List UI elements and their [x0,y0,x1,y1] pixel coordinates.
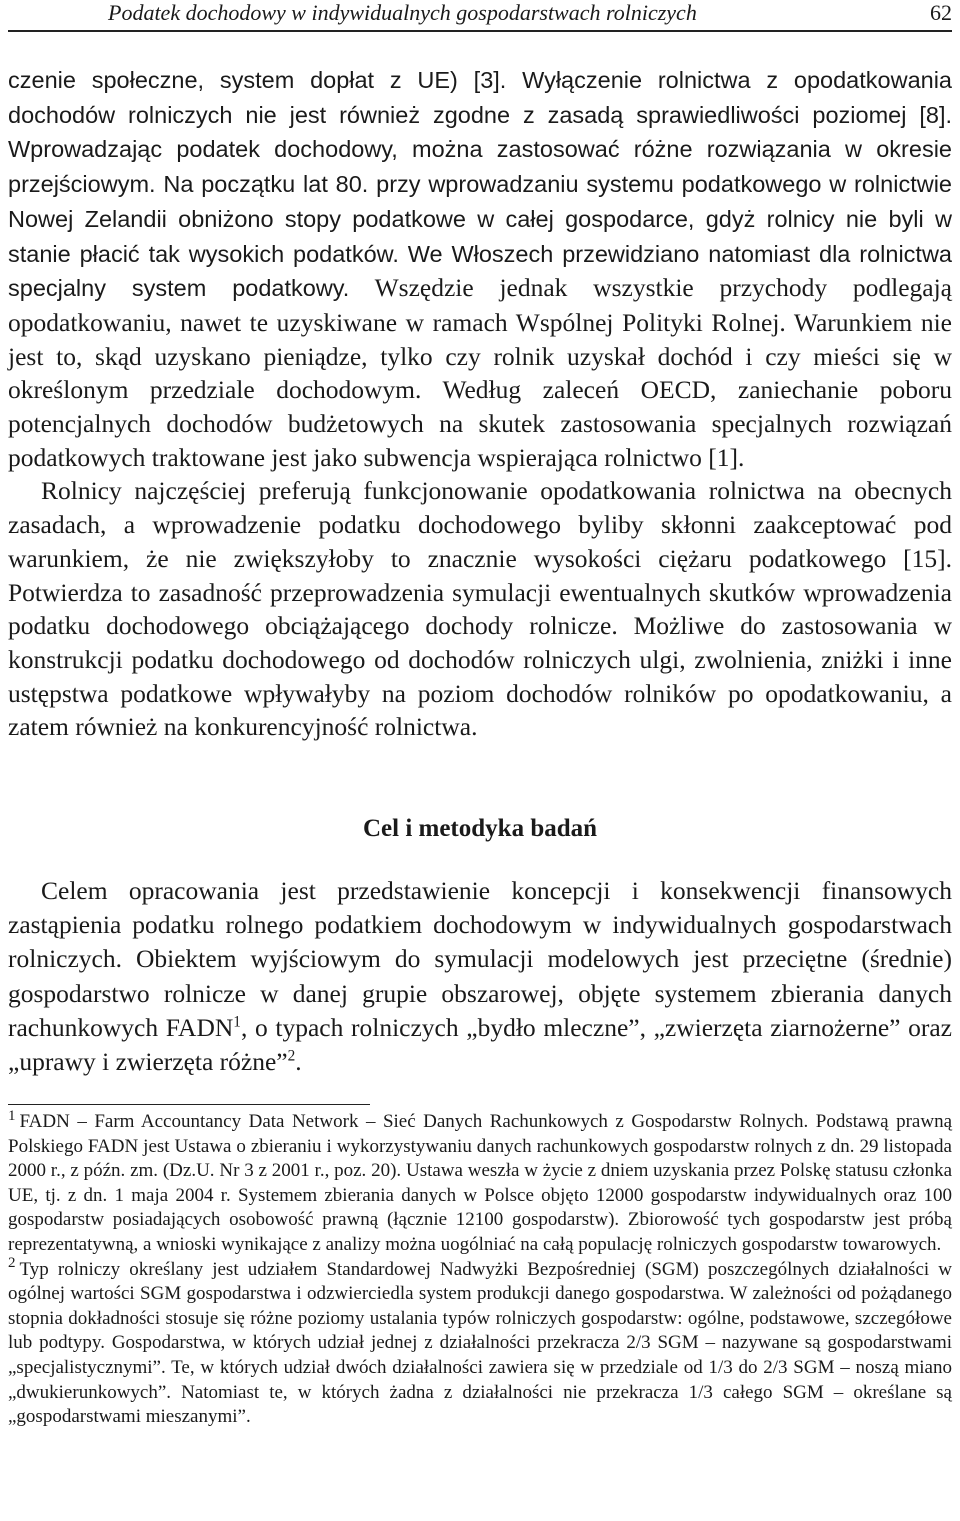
section-paragraph-1-part-a: Celem opracowania jest przedstawienie koncepcji i konsekwencji finansowych zastąpienia podatku rolnego podatkiem dochodowym w indywidualnych gospodarstwach rolniczych. Obiektem wyjściowym do symulacji modelowych jest przeciętne (średnie) gospodarstwo rolnicze w danej grupie obszarowej, objęte systemem zbierania danych rachunkowych FADN [8,876,952,1042]
paragraph-1-part-a: czenie społeczne, system dopłat z UE) [3]. Wyłączenie rolnictwa z opodatkowania dochodów rolniczych nie jest również zgodne z zasadą sprawiedliwości poziomej [8]. Wprowadzając podatek dochodowy, można zastosować różne rozwiązania w okresie przejściowym. Na początku lat 80. przy wprowadzaniu systemu podatkowego w rolnictwie Nowej Zelandii obniżono stopy podatkowe w całej gospodarce, gdyż rolnicy nie byli w stanie płacić tak wysokich podatków. We Włoszech przewidziano natomiast dla rolnictwa specjalny system podatkowy. [8,67,952,302]
section-body [8,874,952,1079]
footnote-1-text: FADN – Farm Accountancy Data Network – Sieć Danych Rachunkowych z Gospodarstw Rolnych. Podstawą prawną Polskiego FADN jest Ustawa o zbieraniu i wykorzystywaniu danych rachunkowych gospodarstw rolnych z dn. 29 listopada 2000 r., z późn. zm. (Dz.U. Nr 3 z 2001 r., poz. 20). Ustawa weszła w życie z dniem uzyskania przez Polskę statusu członka UE, tj. z dn. 1 maja 2004 r. Systemem zbierania danych w Polsce objęto 12000 gospodarstw indywidualnych oraz 100 gospodarstw posiadających osobowość prawną (łącznie 12100 gospodarstw). Zbiorowość tych gospodarstw jest próbą reprezentatywną, a wnioski wynikające z analizy można uogólniać na całą populację rolniczych gospodarstw towarowych. [8,1111,952,1255]
page-number: 62 [930,0,952,25]
running-title: Podatek dochodowy w indywidualnych gospodarstwach rolniczych [108,0,697,25]
footnote-divider [8,1104,370,1105]
footnote-ref-1: 1 [233,1013,241,1031]
footnote-ref-2: 2 [287,1047,296,1065]
paragraph-2: Rolnicy najczęściej preferują funkcjonowanie opodatkowania rolnictwa na obecnych zasadach, a wprowadzenie podatku dochodowego byliby skłonni zaakceptować pod warunkiem, że nie zwiększyłoby to znacznie wysokości ciężaru podatkowego [15]. Potwierdza to zasadność przeprowadzenia symulacji ewentualnych skutków wprowadzenia podatku dochodowego obciążającego dochody rolnicze. Możliwe do zastosowania w konstrukcji podatku dochodowego od dochodów rolniczych ulgi, zwolnienia, zniżki i inne ustępstwa podatkowe wpływałyby na poziom dochodów rolników po opodatkowaniu, a zatem również na konkurencyjność rolnictwa. [8,476,952,742]
section-paragraph-1 [8,874,952,1079]
section-paragraph-1-part-b: , o typach rolniczych „bydło mleczne”, „zwierzęta ziarnożerne” oraz „uprawy i zwierzęta różne” [8,1012,952,1077]
footnote-2-mark: 2 [8,1255,16,1272]
paragraph-1-part-b: Wszędzie jednak wszystkie przychody podlegają opodatkowaniu, nawet te uzyskiwane w ramach Wspólnej Polityki Rolnej. Warunkiem nie jest to, skąd uzyskano pieniądze, tylko czy rolnik uzyskał dochód i czy mieści się w określonym przedziale dochodowym. Według zaleceń OECD, zaniechanie poboru potencjalnych dochodów budżetowych na skutek zastosowania specjalnych rozwiązań podatkowych traktowane jest jako subwencja wspierająca rolnictwo [1]. [8,273,952,472]
section-heading: Cel i metodyka badań [362,815,598,842]
footnotes [8,1107,952,1430]
footnote-2-text: Typ rolniczy określany jest udziałem Standardowej Nadwyżki Bezpośredniej (SGM) poszczególnych działalności w ogólnej wartości SGM gospodarstwa i odzwierciedla system produkcji danego gospodarstwa. W zależności od pożądanego stopnia dokładności stosuje się różne poziomy ustalania typów rolniczych gospodarstw: ogólne, podstawowe, szczegółowe lub podtypy. Gospodarstwa, w których udział jednej z działalności przekracza 2/3 SGM – nazywane są gospodarstwami „specjalistycznymi”. Te, w których udział dwóch działalności zawiera się w przedziale od 1/3 do 2/3 SGM – noszą miano „dwukierunkowych”. Natomiast te, w których żadna z działalności nie przekracza 1/3 całego SGM – określane są „gospodarstwami mieszanymi”. [8,1258,952,1428]
running-header [8,0,952,32]
footnote-1-mark: 1 [8,1107,16,1124]
footnote-2 [8,1255,952,1430]
body-text [8,63,952,744]
section-paragraph-1-part-c: . [295,1047,302,1077]
footnote-1 [8,1107,952,1258]
paragraph-1 [8,63,952,474]
